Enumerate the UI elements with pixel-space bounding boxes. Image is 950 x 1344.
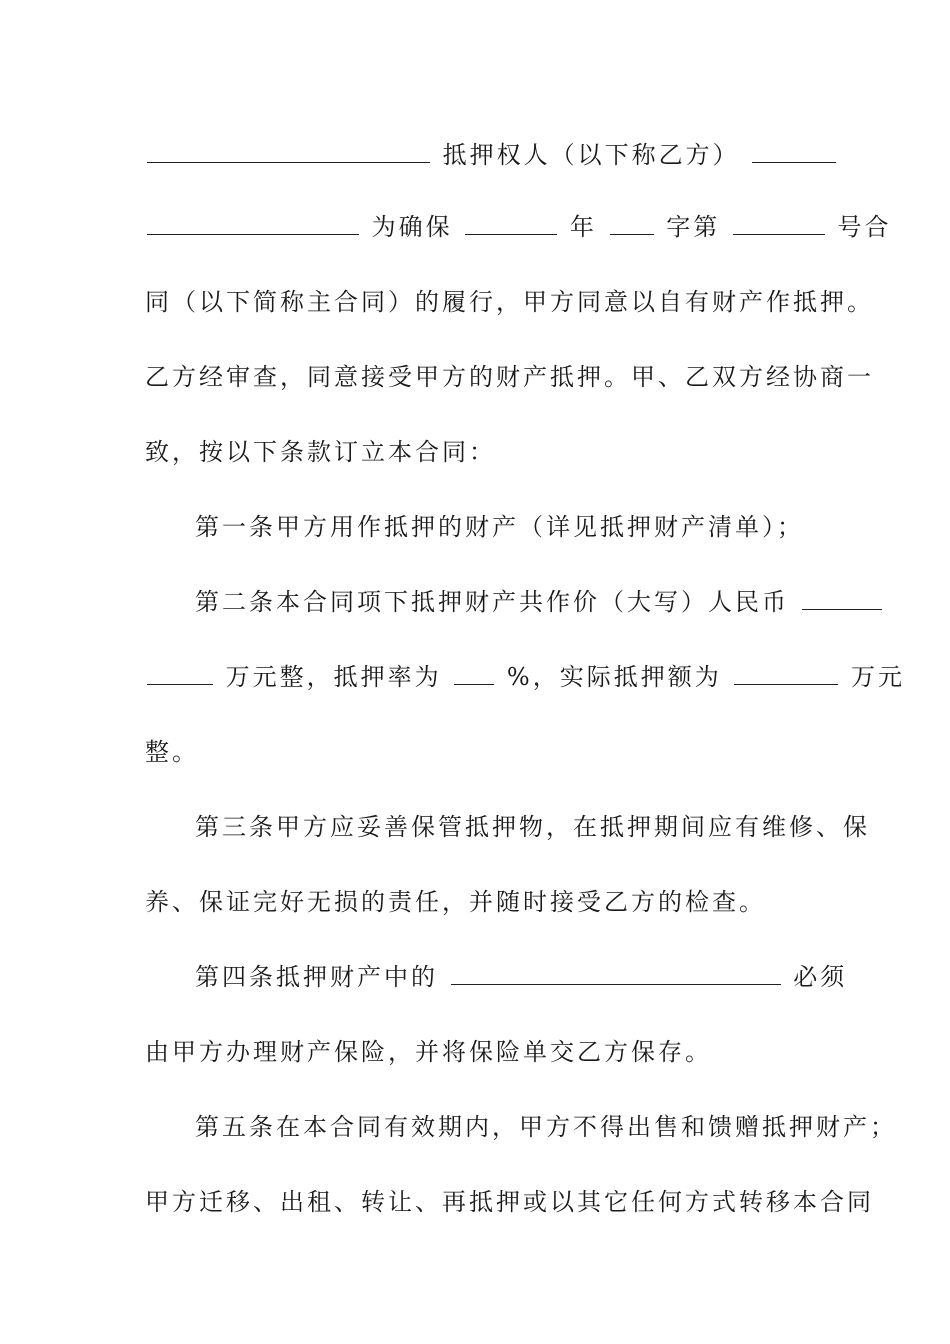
article-3: [195, 812, 870, 842]
line-13: [145, 1037, 712, 1067]
blank-price-amount: [802, 587, 882, 610]
text-article-5: 第五条在本合同有效期内，甲方不得出售和馈赠抵押财产；: [195, 1113, 897, 1141]
text-character-no: 字第: [666, 213, 721, 241]
text-must: 必须: [793, 963, 848, 991]
text-mortgagee-label: 抵押权人（以下称乙方）: [442, 141, 740, 169]
blank-mortgagee: [752, 140, 836, 163]
text-paragraph: 乙方经审查，同意接受甲方的财产抵押。甲、乙双方经协商一: [145, 363, 874, 391]
text-paragraph: 养、保证完好无损的责任，并随时接受乙方的检查。: [145, 888, 766, 916]
text-contract-suffix: 号合: [837, 213, 892, 241]
line-1: [145, 140, 838, 170]
text-wan-yuan: 万元整，抵押率为: [225, 663, 442, 691]
blank-mortgagor: [147, 140, 430, 163]
blank-rate: [454, 662, 494, 685]
line-3: [145, 287, 874, 317]
text-ensure: 为确保: [371, 213, 453, 241]
blank-party-b-name: [147, 212, 359, 235]
article-1: [195, 512, 804, 542]
text-paragraph: 甲方迁移、出租、转让、再抵押或以其它任何方式转移本合同: [145, 1188, 874, 1216]
line-8: [145, 662, 905, 692]
text-wan-yuan-2: 万元: [851, 663, 906, 691]
text-paragraph: 致，按以下条款订立本合同：: [145, 438, 496, 466]
text-paragraph: 同（以下简称主合同）的履行，甲方同意以自有财产作抵押。: [145, 288, 874, 316]
text-actual-amount: %，实际抵押额为: [506, 663, 722, 691]
text-article-4: 第四条抵押财产中的: [195, 963, 438, 991]
line-5: [145, 437, 496, 467]
article-5: [195, 1112, 897, 1142]
text-article-2: 第二条本合同项下抵押财产共作价（大写）人民币: [195, 588, 789, 616]
text-paragraph: 由甲方办理财产保险，并将保险单交乙方保存。: [145, 1038, 712, 1066]
text-article-3: 第三条甲方应妥善保管抵押物，在抵押期间应有维修、保: [195, 813, 870, 841]
blank-insured-property: [451, 962, 781, 985]
line-4: [145, 362, 874, 392]
line-2: [145, 212, 891, 242]
blank-character: [610, 212, 654, 235]
blank-actual-amount: [734, 662, 838, 685]
text-year: 年: [569, 213, 597, 241]
text-paragraph: 整。: [145, 738, 199, 766]
line-15: [145, 1187, 874, 1217]
article-2: [195, 587, 884, 617]
blank-price-amount-cont: [147, 662, 213, 685]
blank-year: [465, 212, 557, 235]
text-article-1: 第一条甲方用作抵押的财产（详见抵押财产清单）；: [195, 513, 804, 541]
article-4: [195, 962, 847, 992]
blank-contract-number: [733, 212, 825, 235]
line-9: [145, 737, 199, 767]
line-11: [145, 887, 766, 917]
